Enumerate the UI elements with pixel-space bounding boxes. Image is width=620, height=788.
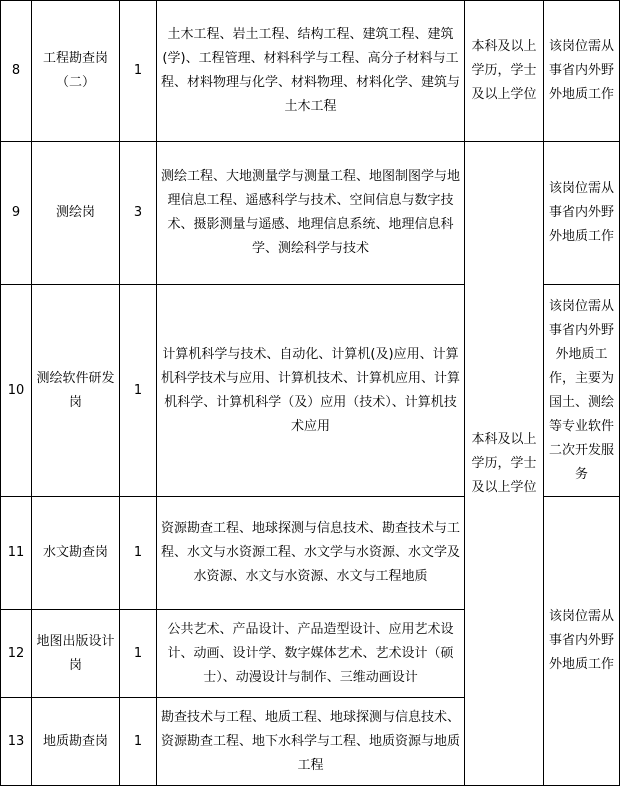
row-number: 8 [1,1,32,142]
position-name: 水文勘查岗 [32,497,120,610]
headcount: 1 [120,698,157,786]
table-row [1,1,620,142]
position-name: 测绘岗 [32,142,120,285]
headcount: 1 [120,285,157,497]
headcount: 1 [120,610,157,698]
major-requirements: 勘查技术与工程、地质工程、地球探测与信息技术、资源勘查工程、地下水科学与工程、地质资源与地质工程 [157,698,465,786]
position-name: 工程勘查岗（二） [32,1,120,142]
headcount: 1 [120,497,157,610]
position-name: 测绘软件研发岗 [32,285,120,497]
major-requirements: 资源勘查工程、地球探测与信息技术、勘查技术与工程、水文与水资源工程、水文学与水资源、水文学及水资源、水文与水资源、水文与工程地质 [157,497,465,610]
major-requirements: 公共艺术、产品设计、产品造型设计、应用艺术设计、动画、设计学、数字媒体艺术、艺术设计（硕士）、动漫设计与制作、三维动画设计 [157,610,465,698]
position-name: 地图出版设计岗 [32,610,120,698]
position-name: 地质勘查岗 [32,698,120,786]
major-requirements: 测绘工程、大地测量学与测量工程、地图制图学与地理信息工程、遥感科学与技术、空间信息与数字技术、摄影测量与遥感、地理信息系统、地理信息科学、测绘科学与技术 [157,142,465,285]
education-requirement: 本科及以上学历，学士及以上学位 [465,142,544,786]
remarks: 该岗位需从事省内外野外地质工作 [544,497,620,786]
table-row [1,142,620,285]
row-number: 13 [1,698,32,786]
remarks: 该岗位需从事省内外野外地质工作 [544,1,620,142]
remarks: 该岗位需从事省内外野外地质工作，主要为国土、测绘等专业软件二次开发服务 [544,285,620,497]
remarks: 该岗位需从事省内外野外地质工作 [544,142,620,285]
education-requirement: 本科及以上学历，学士及以上学位 [465,1,544,142]
row-number: 9 [1,142,32,285]
row-number: 12 [1,610,32,698]
headcount: 3 [120,142,157,285]
row-number: 11 [1,497,32,610]
headcount: 1 [120,1,157,142]
row-number: 10 [1,285,32,497]
major-requirements: 土木工程、岩土工程、结构工程、建筑工程、建筑(学)、工程管理、材料科学与工程、高分子材料与工程、材料物理与化学、材料物理、材料化学、建筑与土木工程 [157,1,465,142]
major-requirements: 计算机科学与技术、自动化、计算机(及)应用、计算机科学技术与应用、计算机技术、计算机应用、计算机科学、计算机科学（及）应用（技术）、计算机技术应用 [157,285,465,497]
